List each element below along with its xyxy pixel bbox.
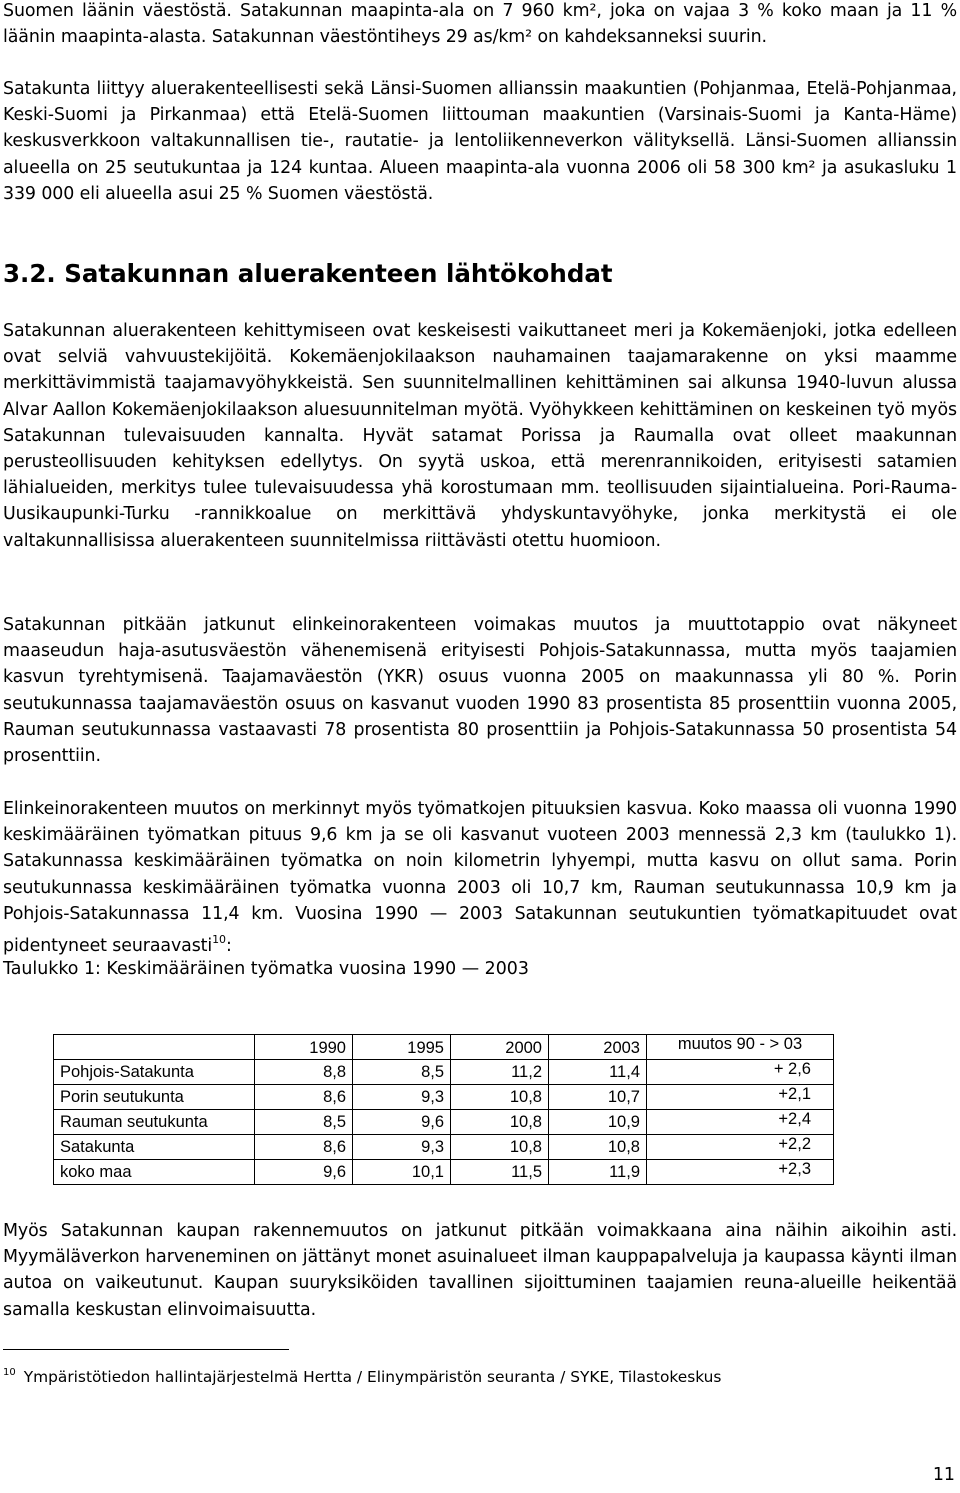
table-cell: + 2,6 <box>647 1060 834 1085</box>
table-row <box>54 1135 834 1160</box>
table-cell: koko maa <box>54 1160 255 1185</box>
footnote-reference: 10 <box>212 933 226 947</box>
paragraph-regional-structure: Satakunta liittyy aluerakenteellisesti sekä Länsi-Suomen allianssin maakuntien (Pohjanmaa, Etelä-Pohjanmaa, Keski-Suomi ja Pirkanmaa) että Etelä-Suomen liittouman maakuntien (Varsinais-Suomi ja Kanta-Häme) keskusverkkoon valtakunnallisen tie-, rautatie- ja lentoliikenneverkon välityksellä. Länsi-Suomen allianssin alueella on 25 seutukuntaa ja 124 kuntaa. Alueen maapinta-ala vuonna 2006 oli 58 300 km² ja asukasluku 1 339 000 eli alueella asui 25 % Suomen väestöstä. <box>3 79 957 204</box>
paragraph-commuting-end: : <box>225 936 232 957</box>
table-cell: +2,4 <box>647 1110 834 1135</box>
table-header-cell: 1990 <box>255 1035 353 1060</box>
table-cell: Porin seutukunta <box>54 1085 255 1110</box>
paragraph-commuting-text: Elinkeinorakenteen muutos on merkinnyt myös työmatkojen pituuksien kasvua. Koko maassa oli vuonna 1990 keskimääräinen työmatkan pituus 9,6 km ja se oli kasvanut vuoteen 2003 mennessä 2,3 km (taulukko 1). Satakunnassa keskimääräinen työmatka on noin kilometrin lyhyempi, mutta kasvu on ollut sama. Porin seutukunnassa keskimääräinen työmatka vuonna 2003 oli 10,7 km, Rauman seutukunnassa 10,9 km ja Pohjois-Satakunnassa 11,4 km. Vuosina 1990 — 2003 Satakunnan seutukuntien työmatkapituudet ovat pidentyneet seuraavasti <box>3 799 957 957</box>
table-cell: 10,9 <box>549 1110 647 1135</box>
table-row <box>54 1085 834 1110</box>
table-cell: +2,2 <box>647 1135 834 1160</box>
commute-table <box>53 1034 834 1185</box>
table-cell: 8,8 <box>255 1060 353 1085</box>
table-cell: 8,5 <box>353 1060 451 1085</box>
table-cell: Pohjois-Satakunta <box>54 1060 255 1085</box>
table-cell: 10,8 <box>451 1110 549 1135</box>
footnote-divider <box>3 1349 289 1350</box>
table-cell: 10,1 <box>353 1160 451 1185</box>
table-cell: 11,9 <box>549 1160 647 1185</box>
table-cell: 9,3 <box>353 1085 451 1110</box>
table-cell: +2,3 <box>647 1160 834 1185</box>
table-cell: 8,6 <box>255 1085 353 1110</box>
table-cell: 11,5 <box>451 1160 549 1185</box>
table-cell: 9,6 <box>353 1110 451 1135</box>
table-row <box>54 1110 834 1135</box>
table-header-cell: 2000 <box>451 1035 549 1060</box>
paragraph-commuting <box>3 796 957 959</box>
table-cell: Rauman seutukunta <box>54 1110 255 1135</box>
table-header-row <box>54 1035 834 1060</box>
table-header-cell: 2003 <box>549 1035 647 1060</box>
table-cell: 11,4 <box>549 1060 647 1085</box>
table-row <box>54 1160 834 1185</box>
paragraph-population: Suomen läänin väestöstä. Satakunnan maapinta-ala on 7 960 km², joka on vajaa 3 % koko maan ja 11 % läänin maapinta-alasta. Satakunnan väestöntiheys 29 as/km² on kahdeksanneksi suurin. <box>3 1 957 48</box>
table-cell: 10,8 <box>451 1135 549 1160</box>
paragraph-retail: Myös Satakunnan kaupan rakennemuutos on jatkunut pitkään voimakkaana aina näihin aikoihin asti. Myymäläverkon harveneminen on jättänyt monet asuinalueet ilman kauppapalveluja ja kaupassa käynti ilman autoa on vaikeutunut. Kaupan suuryksiköiden tavallinen sijoittuminen taajamien reuna-alueille heikentää samalla keskustan elinvoimaisuutta. <box>3 1221 957 1320</box>
table-cell: 11,2 <box>451 1060 549 1085</box>
table-caption: Taulukko 1: Keskimääräinen työmatka vuosina 1990 — 2003 <box>3 959 529 979</box>
table-header-cell: 1995 <box>353 1035 451 1060</box>
table-cell: 9,3 <box>353 1135 451 1160</box>
paragraph-economic-change: Satakunnan pitkään jatkunut elinkeinorakenteen voimakas muutos ja muuttotappio ovat näkyneet maaseudun haja-asutusväestön vähenemisenä erityisesti Pohjois-Satakunnassa, mutta myös taajamien kasvun tyrehtymisenä. Taajamaväestön (YKR) osuus vuonna 2005 on maakunnassa yli 80 %. Porin seutukunnassa taajamaväestön osuus on kasvanut vuoden 1990 83 prosentista 85 prosenttiin vuonna 2005, Rauman seutukunnassa vastaavasti 78 prosentista 80 prosenttiin ja Pohjois-Satakunnassa 50 prosentista 54 prosenttiin. <box>3 615 957 767</box>
table-cell: 8,6 <box>255 1135 353 1160</box>
table-cell: 10,7 <box>549 1085 647 1110</box>
footnote-text: Ympäristötiedon hallintajärjestelmä Hertta / Elinympäristön seuranta / SYKE, Tilastokeskus <box>23 1368 722 1386</box>
footnote <box>3 1360 721 1390</box>
table-cell: 9,6 <box>255 1160 353 1185</box>
table-cell: 10,8 <box>451 1085 549 1110</box>
table-cell: +2,1 <box>647 1085 834 1110</box>
table-cell: 8,5 <box>255 1110 353 1135</box>
table-header-cell: muutos 90 - > 03 <box>647 1035 834 1060</box>
footnote-number: 10 <box>3 1367 16 1378</box>
table-cell: Satakunta <box>54 1135 255 1160</box>
paragraph-starting-points: Satakunnan aluerakenteen kehittymiseen ovat keskeisesti vaikuttaneet meri ja Kokemäenjoki, jotka edelleen ovat selviä vahvuustekijöitä. Kokemäenjokilaakson nauhamainen taajamarakenne on yksi maamme merkittävimmistä taajamavyöhykkeistä. Sen suunnitelmallinen kehittäminen sai alkunsa 1940-luvun alussa Alvar Aallon Kokemäenjokilaakson aluesuunnitelman myötä. Vyöhykkeen kehittäminen on keskeinen työ myös Satakunnan tulevaisuuden kannalta. Hyvät satamat Porissa ja Raumalla ovat olleet maakunnan perusteollisuuden kehityksen edellytys. On syytä uskoa, että merenrannikoiden, erityisesti satamien lähialueiden, merkitys tulee tulevaisuudessa yhä korostumaan mm. teollisuuden sijaintialueina. Pori-Rauma-Uusikaupunki-Turku -rannikkoalue on merkittävä yhdyskuntavyöhyke, jonka merkitystä ei ole valtakunnallisissa aluerakenteen suunnitelmissa riittävästi otettu huomioon. <box>3 321 957 551</box>
table-row <box>54 1060 834 1085</box>
section-heading: 3.2. Satakunnan aluerakenteen lähtökohdat <box>3 259 613 288</box>
table-header-cell <box>54 1035 255 1060</box>
page-number: 11 <box>932 1465 955 1485</box>
table-cell: 10,8 <box>549 1135 647 1160</box>
